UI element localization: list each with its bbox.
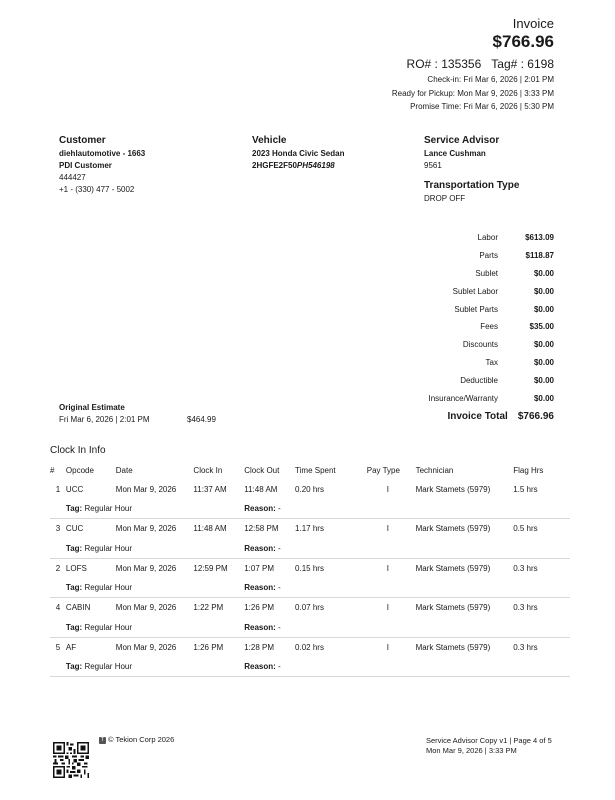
reason-cell: [244, 578, 570, 598]
cell-num: 2: [55, 563, 61, 573]
vin-suffix: PH546198: [296, 161, 335, 170]
cell-opcode: CABIN: [65, 603, 91, 613]
cell-technician: Mark Stamets (5979): [415, 524, 491, 534]
reason-value: -: [278, 583, 281, 592]
totals-label: Tax: [485, 357, 498, 367]
column-header: Time Spent: [295, 465, 336, 475]
check-in-time: Check-in: Fri Mar 6, 2026 | 2:01 PM: [427, 75, 554, 84]
tag-row: [50, 499, 570, 519]
reason-label: Reason:: [244, 583, 276, 592]
cell-technician: Mark Stamets (5979): [415, 603, 491, 613]
cell-clock-out: 1:28 PM: [244, 642, 275, 652]
totals-label: Labor: [477, 233, 498, 243]
cell-flag-hrs: 0.3 hrs: [513, 642, 538, 652]
reason-cell: [244, 499, 570, 519]
invoice-total-row: [380, 411, 554, 422]
vin-prefix: 2HGFE2F50: [252, 161, 297, 170]
cell-pay-type: I: [386, 563, 389, 573]
column-header: Flag Hrs: [513, 465, 544, 475]
tag-cell: [66, 578, 244, 598]
cell-technician: Mark Stamets (5979): [415, 484, 491, 494]
cell-time-spent: 1.17 hrs: [295, 524, 324, 534]
customer-section: [59, 135, 145, 196]
tag-cell: [66, 657, 244, 677]
column-header: Pay Type: [366, 465, 400, 475]
tag-value: Regular Hour: [84, 543, 133, 553]
cell-flag-hrs: 0.3 hrs: [513, 603, 538, 613]
table-row: [50, 558, 570, 578]
totals-row-labor: [380, 229, 554, 247]
cell-time-spent: 0.15 hrs: [295, 563, 324, 573]
totals-label: Sublet Parts: [454, 304, 498, 314]
reason-cell: [244, 539, 570, 559]
totals-row-sublet: [380, 265, 554, 283]
column-header: Clock Out: [244, 465, 280, 475]
cell-flag-hrs: 1.5 hrs: [513, 484, 538, 494]
cell-date: Mon Mar 9, 2026: [115, 642, 177, 652]
original-estimate-amount: $464.99: [187, 415, 216, 424]
header-total: $766.96: [492, 32, 554, 51]
tag-row: [50, 657, 570, 677]
tag-label: Tag:: [65, 504, 83, 513]
cell-clock-in: 12:59 PM: [193, 563, 228, 573]
reason-cell: [244, 618, 570, 638]
reason-label: Reason:: [244, 662, 276, 671]
column-header: #: [50, 465, 55, 475]
customer-phone: +1 - (330) 477 - 5002: [59, 185, 135, 194]
customer-name: diehlautomotive - 1663: [59, 149, 146, 158]
tag-label: Tag:: [65, 622, 83, 632]
cell-technician: Mark Stamets (5979): [415, 642, 491, 652]
cell-date: Mon Mar 9, 2026: [115, 563, 177, 573]
cell-date: Mon Mar 9, 2026: [115, 484, 177, 494]
tag-value: Regular Hour: [84, 583, 133, 592]
cell-pay-type: I: [386, 603, 389, 613]
totals-label: Sublet Labor: [452, 286, 498, 296]
vehicle-description: 2023 Honda Civic Sedan: [252, 149, 345, 158]
tag-label: Tag:: [65, 583, 83, 592]
reason-value: -: [278, 504, 281, 513]
document-title: Invoice: [512, 16, 554, 31]
original-estimate-section: [59, 402, 216, 426]
totals-row-insurance: [380, 389, 554, 407]
promise-time: Promise Time: Fri Mar 6, 2026 | 5:30 PM: [410, 102, 554, 111]
tag-value: Regular Hour: [84, 662, 133, 671]
cell-opcode: LOFS: [65, 563, 87, 573]
reason-label: Reason:: [244, 543, 276, 553]
cell-time-spent: 0.20 hrs: [295, 484, 324, 494]
ro-number: RO# : 135356: [406, 57, 482, 71]
totals-row-sublet-labor: [380, 282, 554, 300]
cell-clock-in: 1:22 PM: [193, 603, 224, 613]
customer-id: 444427: [59, 173, 86, 182]
totals-label: Fees: [480, 322, 498, 332]
totals-value: $118.87: [525, 251, 554, 261]
vehicle-title: Vehicle: [252, 135, 287, 146]
clock-in-table: [50, 461, 570, 677]
totals-value: $35.00: [529, 322, 554, 332]
cell-clock-out: 11:48 AM: [244, 484, 278, 494]
ro-tag-line: [407, 57, 554, 71]
cell-opcode: UCC: [65, 484, 84, 494]
tag-row: [50, 578, 570, 598]
cell-flag-hrs: 0.5 hrs: [513, 524, 538, 534]
totals-list: [380, 229, 554, 407]
cell-clock-out: 12:58 PM: [244, 524, 279, 534]
column-header: Date: [115, 465, 133, 475]
totals-value: $0.00: [533, 304, 554, 314]
cell-technician: Mark Stamets (5979): [415, 563, 491, 573]
totals-value: $0.00: [533, 393, 554, 403]
reason-cell: [244, 657, 570, 677]
customer-title: Customer: [59, 135, 106, 146]
original-estimate-date: Fri Mar 6, 2026 | 2:01 PM: [59, 415, 150, 424]
cell-clock-in: 11:37 AM: [193, 484, 227, 494]
totals-value: $0.00: [533, 375, 554, 385]
vehicle-vin: [252, 160, 344, 172]
customer-type: PDI Customer: [59, 161, 112, 170]
totals-label: Parts: [479, 251, 498, 261]
tag-cell: [66, 539, 244, 559]
advisor-name: Lance Cushman: [424, 149, 486, 158]
clock-in-header-row: [50, 461, 570, 479]
tag-cell: [66, 499, 244, 519]
cell-num: 3: [55, 524, 61, 534]
cell-clock-out: 1:26 PM: [244, 603, 275, 613]
totals-label: Deductible: [460, 375, 498, 385]
cell-time-spent: 0.02 hrs: [295, 642, 324, 652]
tag-label: Tag:: [65, 662, 83, 671]
advisor-id: 9561: [424, 161, 442, 170]
cell-opcode: AF: [65, 642, 77, 652]
reason-label: Reason:: [244, 504, 276, 513]
transportation-value: DROP OFF: [424, 194, 466, 203]
tag-number: Tag# : 6198: [491, 57, 554, 71]
totals-row-sublet-parts: [380, 300, 554, 318]
totals-label: Discounts: [462, 340, 498, 350]
cell-clock-out: 1:07 PM: [244, 563, 275, 573]
tekion-logo-icon: T: [100, 736, 105, 743]
cell-flag-hrs: 0.3 hrs: [513, 563, 538, 573]
original-estimate-title: Original Estimate: [59, 403, 125, 412]
invoice-total-value: $766.96: [517, 411, 554, 422]
totals-value: $0.00: [533, 268, 554, 278]
ready-for-pickup-time: Ready for Pickup: Mon Mar 9, 2026 | 3:33 PM: [391, 89, 554, 98]
tag-row: [50, 618, 570, 638]
invoice-total-label: Invoice Total: [447, 411, 508, 422]
tag-cell: [66, 618, 244, 638]
cell-time-spent: 0.07 hrs: [295, 603, 324, 613]
reason-value: -: [278, 543, 281, 553]
table-row: [50, 479, 570, 499]
transportation-title: Transportation Type: [424, 180, 520, 191]
table-row: [50, 598, 570, 618]
copyright-line: [99, 735, 174, 744]
totals-label: Sublet: [475, 268, 498, 278]
advisor-title: Service Advisor: [424, 135, 500, 146]
totals-row-parts: [380, 247, 554, 265]
cell-num: 1: [55, 484, 61, 494]
cell-num: 4: [55, 603, 61, 613]
advisor-section: [424, 135, 519, 205]
tag-label: Tag:: [65, 543, 83, 553]
totals-label: Insurance/Warranty: [428, 393, 498, 403]
totals-row-tax: [380, 354, 554, 372]
cell-clock-in: 11:48 AM: [193, 524, 227, 534]
column-header: Technician: [415, 465, 454, 475]
copy-info: Service Advisor Copy v1 | Page 4 of 5: [426, 736, 552, 745]
column-header: Clock In: [193, 465, 223, 475]
reason-label: Reason:: [244, 622, 276, 632]
cell-opcode: CUC: [65, 524, 84, 534]
cell-pay-type: I: [386, 642, 389, 652]
tag-value: Regular Hour: [84, 622, 133, 632]
tag-row: [50, 539, 570, 559]
clock-in-title: Clock In Info: [50, 445, 106, 456]
cell-pay-type: I: [386, 484, 389, 494]
table-row: [50, 637, 570, 657]
totals-value: $0.00: [533, 340, 554, 350]
reason-value: -: [278, 662, 281, 671]
vehicle-section: [252, 135, 344, 172]
original-estimate-line: [59, 414, 216, 426]
totals-row-fees: [380, 318, 554, 336]
totals-value: $0.00: [533, 357, 554, 367]
totals-value: $613.09: [525, 233, 554, 243]
totals-value: $0.00: [533, 286, 554, 296]
cell-date: Mon Mar 9, 2026: [115, 524, 177, 534]
totals-row-discounts: [380, 336, 554, 354]
qr-code-icon: [53, 742, 89, 778]
reason-value: -: [278, 622, 281, 632]
cell-pay-type: I: [386, 524, 389, 534]
cell-date: Mon Mar 9, 2026: [115, 603, 177, 613]
column-header: Opcode: [65, 465, 94, 475]
cell-clock-in: 1:26 PM: [193, 642, 224, 652]
tag-value: Regular Hour: [84, 504, 133, 513]
copyright-text: © Tekion Corp 2026: [108, 735, 175, 744]
cell-num: 5: [55, 642, 61, 652]
totals-row-deductible: [380, 371, 554, 389]
table-row: [50, 519, 570, 539]
printed-timestamp: Mon Mar 9, 2026 | 3:33 PM: [426, 746, 517, 755]
